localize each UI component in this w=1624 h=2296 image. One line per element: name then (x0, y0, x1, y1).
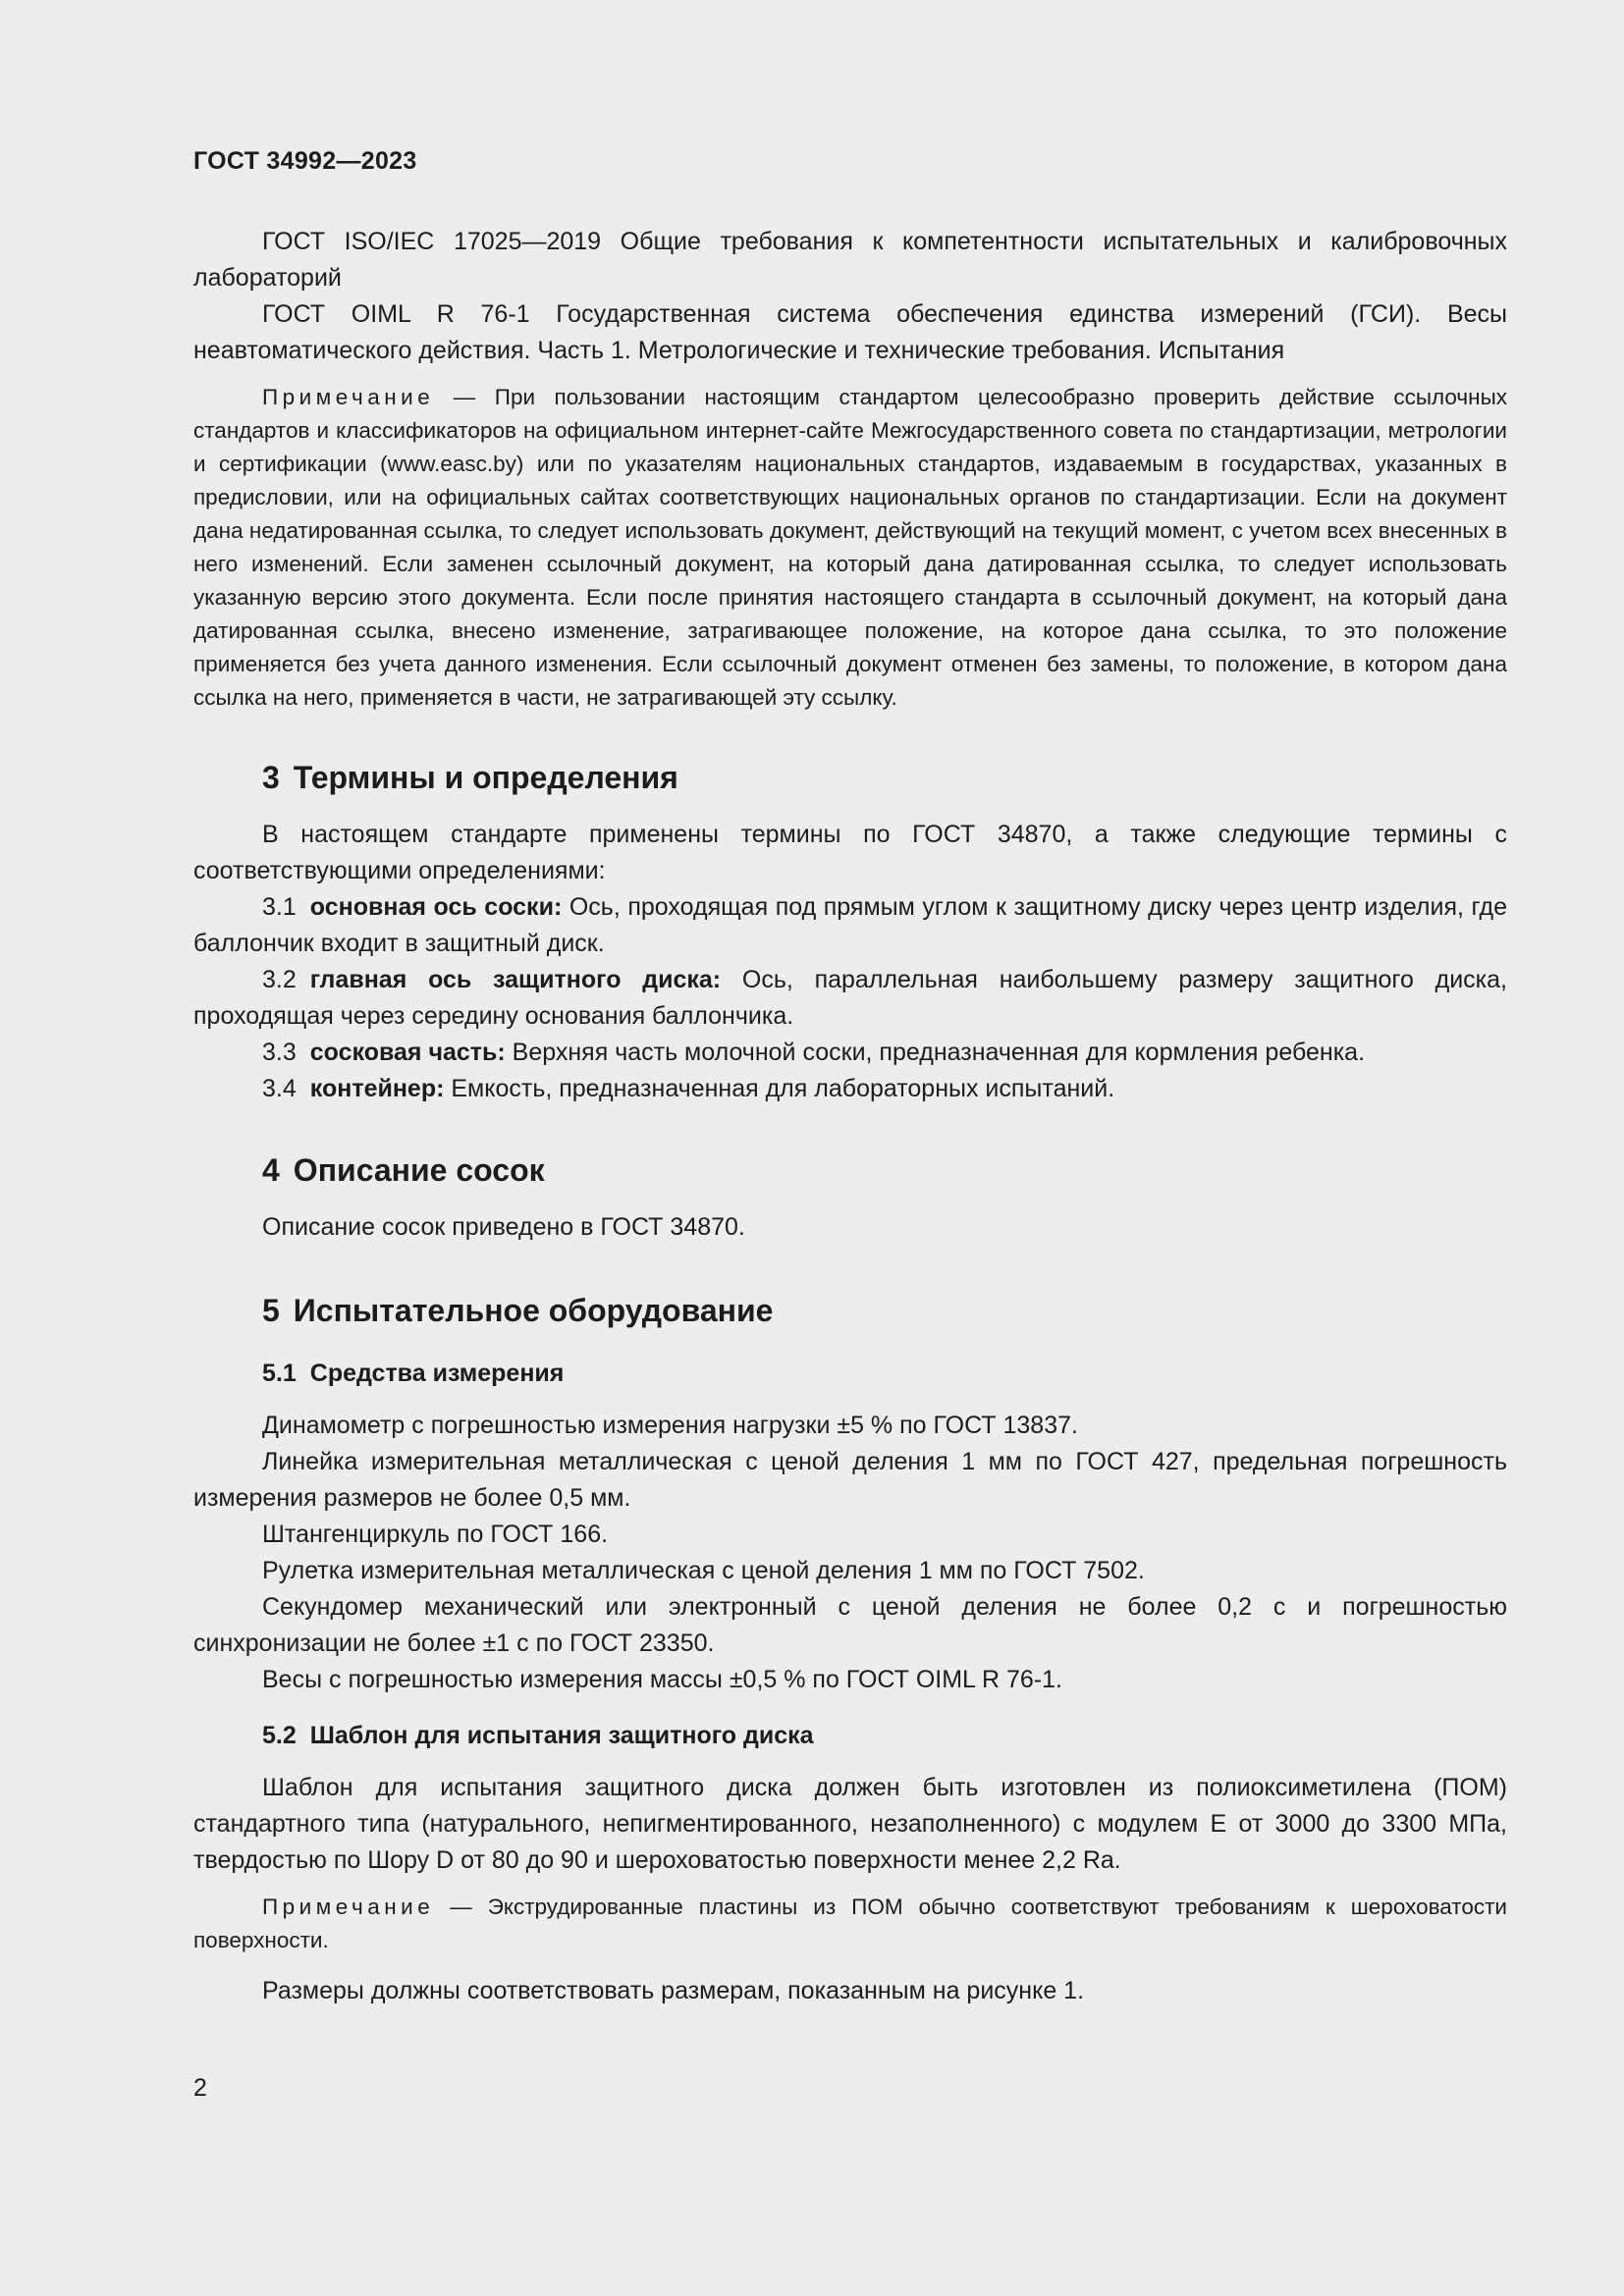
equipment-item: Весы с погрешностью измерения массы ±0,5 % по ГОСТ OIML R 76-1. (262, 1666, 1062, 1693)
term-name: сосковая часть: (309, 1039, 506, 1066)
term-name: основная ось соски: (309, 893, 563, 921)
subsection-number: 5.2 (262, 1722, 297, 1749)
subsection-5-1-heading (262, 1356, 1507, 1392)
template-sizes: Размеры должны соответствовать размерам, показанным на рисунке 1. (262, 1977, 1085, 2004)
equipment-item: Штангенциркуль по ГОСТ 166. (262, 1521, 609, 1548)
subsection-title: Шаблон для испытания защитного диска (309, 1722, 814, 1749)
section-number: 5 (262, 1293, 280, 1328)
term-text: Ось, проходящая под прямым углом к защитному диску через центр изделия, где баллончик входит в защитный диск. (193, 893, 1508, 957)
equipment-item: Рулетка измерительная металлическая с ценой деления 1 мм по ГОСТ 7502. (262, 1557, 1145, 1584)
note-label: Примечание (262, 385, 435, 409)
section-5-heading (262, 1291, 1507, 1330)
page-number: 2 (193, 2074, 207, 2102)
section-3-intro: В настоящем стандарте применены термины по ГОСТ 34870, а также следующие термины с соответствующими определениями: (193, 821, 1507, 884)
note-paragraph (193, 1891, 1507, 1957)
equipment-item: Динамометр с погрешностью измерения нагрузки ±5 % по ГОСТ 13837. (262, 1412, 1078, 1439)
template-requirements: Шаблон для испытания защитного диска должен быть изготовлен из полиоксиметилена (ПОМ) стандартного типа (натурального, непигментированного, незаполненного) с модулем E от 3000 до 3300 МПа, твердостью по Шору D от 80 до 90 и шероховатостью поверхности менее 2,2 Ra. (193, 1774, 1507, 1874)
term-text: Ось, параллельная наибольшему размеру защитного диска, проходящая через середину основания баллончика. (193, 966, 1507, 1030)
subsection-5-2-heading (262, 1718, 1507, 1754)
section-3-heading (262, 758, 1507, 797)
section-4-text: Описание сосок приведено в ГОСТ 34870. (262, 1213, 745, 1241)
term-definition: 3.1 основная ось соски: Ось, проходящая под прямым углом к защитному диску через центр изделия, где баллончик входит в защитный диск. (193, 893, 1508, 957)
equipment-item: Секундомер механический или электронный с ценой деления не более 0,2 с и погрешностью синхронизации не более ±1 с по ГОСТ 23350. (193, 1593, 1507, 1657)
page-content (193, 224, 1507, 2009)
note-text: — Экструдированные пластины из ПОМ обычно соответствуют требованиям к шероховатости поверхности. (193, 1895, 1507, 1952)
term-name: контейнер: (309, 1075, 445, 1102)
term-definition: 3.2 главная ось защитного диска: Ось, параллельная наибольшему размеру защитного диска, проходящая через середину основания баллончика. (193, 966, 1507, 1030)
section-4-heading (262, 1150, 1507, 1190)
section-title: Термины и определения (293, 760, 678, 795)
section-number: 4 (262, 1152, 280, 1188)
note-text: — При пользовании настоящим стандартом целесообразно проверить действие ссылочных стандартов и классификаторов на официальном интернет-сайте Межгосударственного совета по стандартизации, метрологии и сертификации (www.easc.by) или по указателям национальных стандартов, издаваемым в государствах, указанных в предисловии, или на официальных сайтах соответствующих национальных органов по стандартизации. Если на документ дана недатированная ссылка, то следует использовать документ, действующий на текущий момент, с учетом всех внесенных в него изменений. Если заменен ссылочный документ, на который дана датированная ссылка, то следует использовать указанную версию этого документа. Если после принятия настоящего стандарта в ссылочный документ, на который дана датированная ссылка, внесено изменение, затрагивающее положение, на которое дана ссылка, то это положение применяется без учета данного изменения. Если ссылочный документ отменен без замены, то положение, в котором дана ссылка на него, применяется в части, не затрагивающей эту ссылку. (193, 385, 1507, 710)
note-label: Примечание (262, 1895, 435, 1919)
section-title: Описание сосок (293, 1152, 545, 1188)
section-number: 3 (262, 760, 280, 795)
term-text: Верхняя часть молочной соски, предназначенная для кормления ребенка. (505, 1039, 1366, 1066)
term-definition: 3.3 сосковая часть: Верхняя часть молочной соски, предназначенная для кормления ребенка. (262, 1039, 1366, 1066)
note-paragraph (193, 381, 1507, 715)
equipment-item: Линейка измерительная металлическая с ценой деления 1 мм по ГОСТ 427, предельная погрешность измерения размеров не более 0,5 мм. (193, 1448, 1507, 1512)
subsection-title: Средства измерения (309, 1360, 565, 1387)
term-definition: 3.4 контейнер: Емкость, предназначенная для лабораторных испытаний. (262, 1075, 1115, 1102)
term-text: Емкость, предназначенная для лабораторных испытаний. (444, 1075, 1115, 1102)
term-name: главная ось защитного диска: (309, 966, 722, 993)
reference-item: ГОСТ ISO/IEC 17025—2019 Общие требования к компетентности испытательных и калибровочных лабораторий (193, 228, 1507, 292)
section-title: Испытательное оборудование (293, 1293, 774, 1328)
running-header: ГОСТ 34992—2023 (193, 147, 417, 175)
subsection-number: 5.1 (262, 1360, 297, 1387)
reference-item: ГОСТ OIML R 76-1 Государственная система обеспечения единства измерений (ГСИ). Весы неавтоматического действия. Часть 1. Метрологические и технические требования. Испытания (193, 300, 1507, 364)
